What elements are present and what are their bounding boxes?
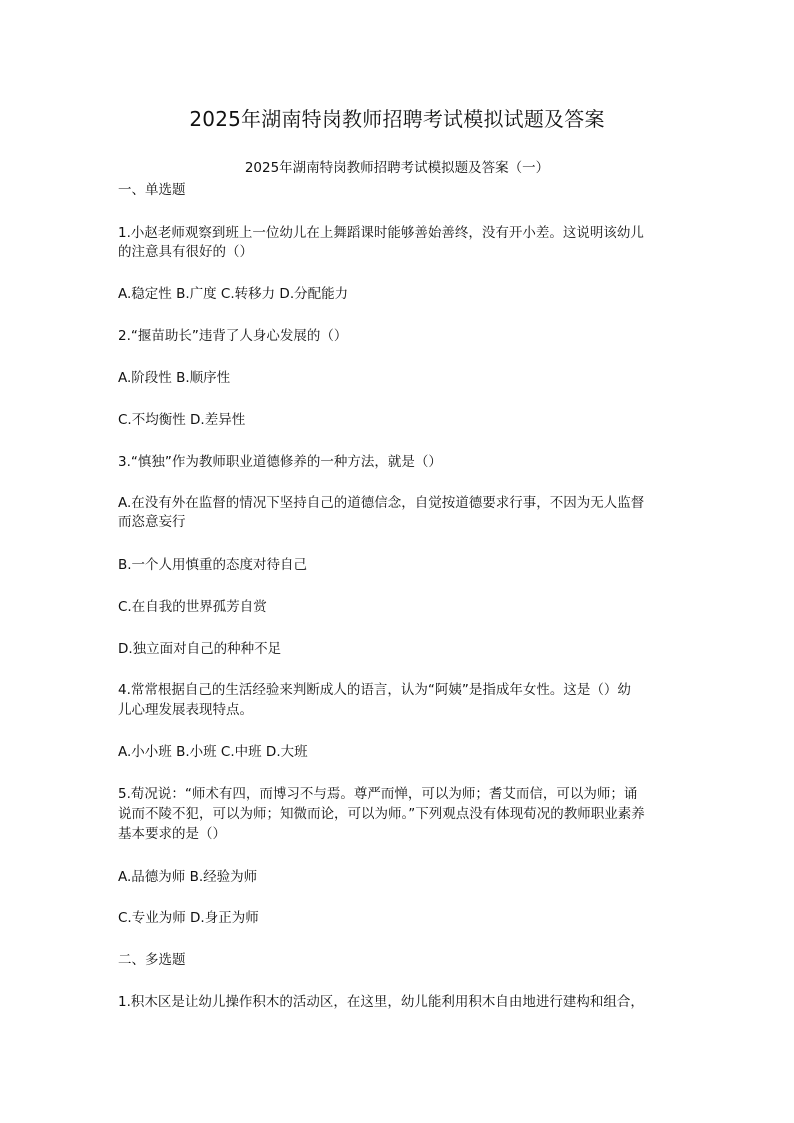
question-3-option-a-line-2: 而恣意妄行 (118, 514, 186, 530)
question-5-stem-line-1: 5.荀况说：“师术有四，而博习不与焉。尊严而惮，可以为师；耆艾而信，可以为师；诵 (118, 786, 638, 802)
question-5-options-cd: C.专业为师 D.身正为师 (118, 910, 259, 926)
question-5-options-ab: A.品德为师 B.经验为师 (118, 869, 258, 885)
question-2-stem: 2.“揠苗助长”违背了人身心发展的（） (118, 328, 348, 344)
question-5-stem-line-2: 说而不陵不犯，可以为师；知微而论，可以为师。”下列观点没有体现荀况的教师职业素养 (118, 806, 645, 822)
question-1-stem-line-2: 的注意具有很好的（） (118, 244, 253, 260)
multi-question-1-stem-line-1: 1.积木区是让幼儿操作积木的活动区，在这里，幼儿能利用积木自由地进行建构和组合， (118, 994, 644, 1010)
question-5-stem-line-3: 基本要求的是（） (118, 826, 226, 842)
question-3-option-c: C.在自我的世界孤芳自赏 (118, 599, 267, 615)
section-heading-single-choice: 一、单选题 (118, 182, 186, 198)
question-3-stem: 3.“慎独”作为教师职业道德修养的一种方法，就是（） (118, 454, 442, 470)
document-subtitle: 2025年湖南特岗教师招聘考试模拟题及答案（一） (244, 160, 550, 176)
question-1-options: A.稳定性 B.广度 C.转移力 D.分配能力 (118, 286, 349, 302)
question-1-stem-line-1: 1.小赵老师观察到班上一位幼儿在上舞蹈课时能够善始善终，没有开小差。这说明该幼儿 (118, 225, 644, 241)
question-3-option-d: D.独立面对自己的种种不足 (118, 641, 282, 657)
question-2-options-cd: C.不均衡性 D.差异性 (118, 412, 246, 428)
question-2-options-ab: A.阶段性 B.顺序性 (118, 370, 231, 386)
question-3-option-b: B.一个人用慎重的态度对待自己 (118, 557, 308, 573)
question-4-stem-line-1: 4.常常根据自己的生活经验来判断成人的语言，认为“阿姨”是指成年女性。这是（）幼 (118, 682, 631, 698)
question-3-option-a-line-1: A.在没有外在监督的情况下坚持自己的道德信念，自觉按道德要求行事，不因为无人监督 (118, 495, 645, 511)
question-4-stem-line-2: 儿心理发展表现特点。 (118, 702, 253, 718)
document-title: 2025年湖南特岗教师招聘考试模拟试题及答案 (189, 107, 605, 131)
section-heading-multiple-choice: 二、多选题 (118, 952, 186, 968)
question-4-options: A.小小班 B.小班 C.中班 D.大班 (118, 744, 308, 760)
